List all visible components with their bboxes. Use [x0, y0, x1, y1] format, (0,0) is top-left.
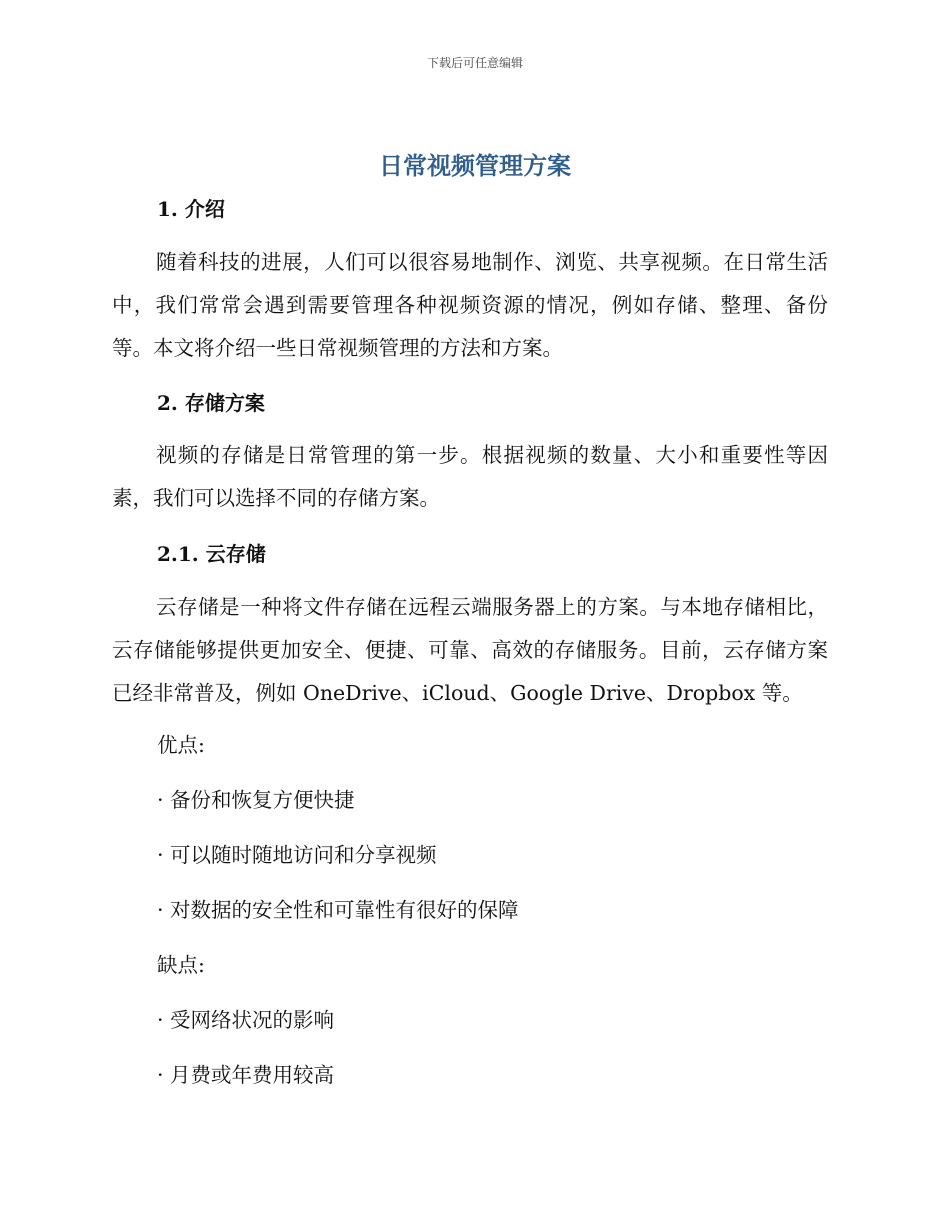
pros-label: 优点:	[157, 733, 205, 757]
cons-list	[157, 1005, 334, 1090]
intro-paragraph: 随着科技的进展，人们可以很容易地制作、浏览、共享视频。在日常生活中，我们常常会遇到需要管理各种视频资源的情况，例如存储、整理、备份等。本文将介绍一些日常视频管理的方法和方案。	[112, 250, 828, 360]
page-header: 下载后可任意编辑	[426, 56, 523, 70]
section-heading-storage: 2. 存储方案	[157, 391, 265, 415]
storage-paragraph: 视频的存储是日常管理的第一步。根据视频的数量、大小和重要性等因素，我们可以选择不同的存储方案。	[112, 443, 828, 510]
list-item: · 对数据的安全性和可靠性有很好的保障	[157, 898, 519, 922]
list-item: · 可以随时随地访问和分享视频	[157, 843, 437, 867]
list-item: · 月费或年费用较高	[157, 1063, 335, 1087]
cons-label: 缺点:	[157, 953, 205, 977]
pros-list	[157, 785, 519, 925]
document-title: 日常视频管理方案	[379, 152, 571, 180]
list-item: · 备份和恢复方便快捷	[157, 788, 355, 812]
section-heading-cloud: 2.1. 云存储	[157, 542, 266, 566]
list-item: · 受网络状况的影响	[157, 1008, 335, 1032]
section-heading-intro: 1. 介绍	[157, 197, 225, 221]
cloud-paragraph: 云存储是一种将文件存储在远程云端服务器上的方案。与本地存储相比，云存储能够提供更加安全、便捷、可靠、高效的存储服务。目前，云存储方案已经非常普及，例如 OneDrive、iCloud、Google Drive、Dropbox 等。	[112, 595, 828, 705]
